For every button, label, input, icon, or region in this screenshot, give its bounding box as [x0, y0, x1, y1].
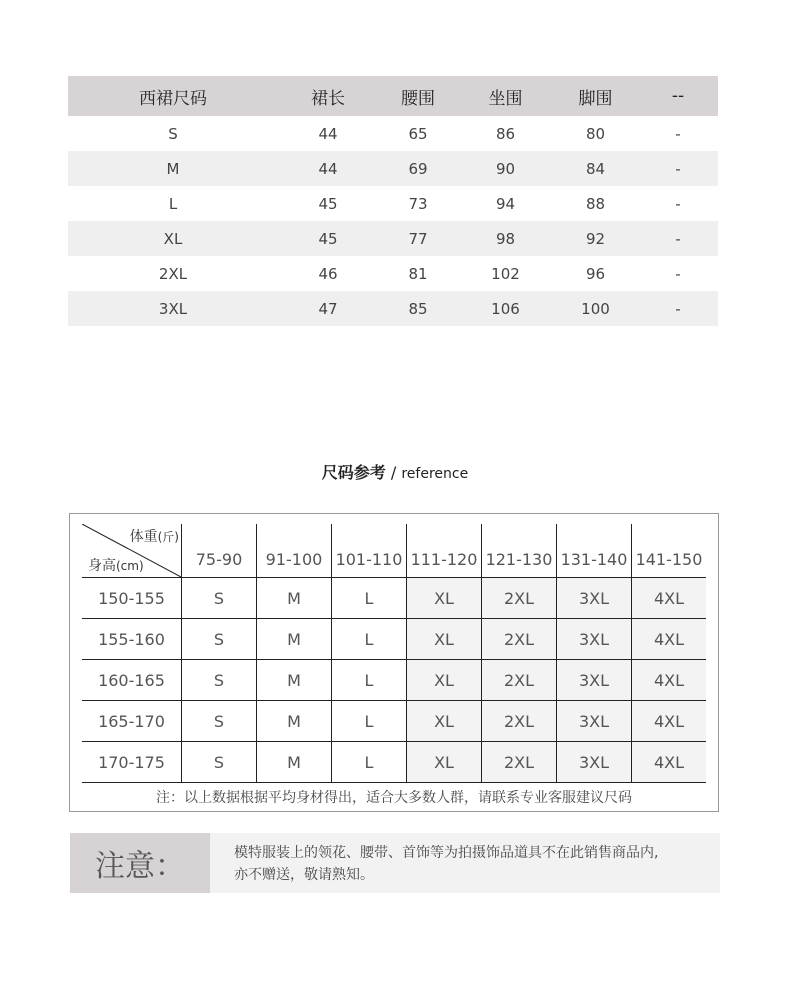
- size-cell: S: [181, 660, 256, 700]
- size-cell: M: [256, 660, 331, 700]
- table-cell: 65: [408, 124, 428, 143]
- notice-text: [210, 833, 658, 893]
- skirt-size-table: [68, 76, 718, 326]
- table-cell: 90: [495, 159, 516, 178]
- size-cell: 4XL: [631, 660, 706, 700]
- table-cell: L: [168, 194, 178, 213]
- reference-title-en: reference: [401, 466, 469, 482]
- table-cell: 85: [408, 299, 428, 318]
- table-cell: 80: [585, 124, 606, 143]
- size-cell: 3XL: [556, 660, 631, 700]
- table-cell: 47: [318, 299, 338, 318]
- size-reference-table: [82, 524, 706, 783]
- size-cell: L: [331, 578, 406, 618]
- table-cell: -: [675, 229, 681, 248]
- table-cell: 77: [408, 229, 428, 248]
- table-cell: 44: [318, 124, 338, 143]
- reference-row: [82, 660, 706, 701]
- reference-title-sep: /: [385, 463, 402, 482]
- size-cell: L: [331, 701, 406, 741]
- table-cell: XL: [163, 229, 183, 248]
- size-cell: 3XL: [556, 578, 631, 618]
- size-cell: M: [256, 578, 331, 618]
- header-cell: 西裙尺码: [139, 88, 207, 109]
- size-cell: M: [256, 742, 331, 782]
- size-cell: 2XL: [481, 619, 556, 659]
- size-reference-box: [69, 513, 719, 812]
- table-cell: 73: [408, 194, 428, 213]
- size-cell: 3XL: [556, 742, 631, 782]
- size-cell: XL: [406, 619, 481, 659]
- size-cell: S: [181, 578, 256, 618]
- height-range: 165-170: [98, 711, 165, 731]
- height-range: 150-155: [98, 588, 165, 608]
- table-cell: 88: [585, 194, 606, 213]
- table-cell: -: [675, 299, 681, 318]
- size-cell: S: [181, 701, 256, 741]
- height-range: 155-160: [98, 629, 165, 649]
- table-row: [68, 221, 718, 256]
- notice-line-2: 亦不赠送，敬请熟知。: [234, 867, 374, 883]
- size-cell: 2XL: [481, 701, 556, 741]
- weight-range-header: 141-150: [631, 524, 706, 577]
- table-cell: 84: [585, 159, 606, 178]
- table-cell: 98: [495, 229, 516, 248]
- weight-range-header: 121-130: [481, 524, 556, 577]
- reference-note: 注：以上数据根据平均身材得出，适合大多数人群，请联系专业客服建议尺码: [156, 790, 632, 806]
- size-cell: L: [331, 660, 406, 700]
- header-cell: 脚围: [578, 88, 613, 109]
- table-cell: 46: [318, 264, 338, 283]
- table-cell: -: [675, 194, 681, 213]
- size-cell: 4XL: [631, 578, 706, 618]
- table-cell: 45: [318, 194, 338, 213]
- reference-row: [82, 701, 706, 742]
- table-cell: 45: [318, 229, 338, 248]
- table-cell: 100: [581, 299, 610, 318]
- table-cell: -: [675, 159, 681, 178]
- table-cell: 94: [495, 194, 516, 213]
- weight-range-header: 75-90: [181, 524, 256, 577]
- weight-range-header: 91-100: [256, 524, 331, 577]
- reference-row: [82, 578, 706, 619]
- table-cell: 102: [491, 264, 520, 283]
- reference-row: [82, 619, 706, 660]
- table-cell: 69: [408, 159, 428, 178]
- table-cell: M: [166, 159, 180, 178]
- table-row: [68, 256, 718, 291]
- notice-line-1: 模特服装上的领花、腰带、首饰等为拍摄饰品道具不在此销售商品内,: [234, 845, 659, 861]
- height-range: 170-175: [98, 752, 165, 772]
- size-cell: 4XL: [631, 619, 706, 659]
- size-cell: M: [256, 619, 331, 659]
- size-cell: XL: [406, 742, 481, 782]
- table-cell: 3XL: [158, 299, 188, 318]
- table-row: [68, 291, 718, 326]
- header-cell: 腰围: [401, 88, 435, 109]
- header-cell: 裙长: [311, 88, 345, 109]
- size-cell: 3XL: [556, 701, 631, 741]
- table-cell: 86: [495, 124, 516, 143]
- notice-panel: [70, 833, 720, 893]
- header-cell: --: [671, 86, 685, 106]
- size-cell: L: [331, 742, 406, 782]
- table-cell: 92: [585, 229, 606, 248]
- size-cell: 4XL: [631, 701, 706, 741]
- size-cell: L: [331, 619, 406, 659]
- reference-row: [82, 742, 706, 783]
- weight-label: 体重(斤): [129, 529, 179, 545]
- size-cell: 2XL: [481, 742, 556, 782]
- size-cell: M: [256, 701, 331, 741]
- size-cell: S: [181, 619, 256, 659]
- skirt-table-header: [68, 76, 718, 116]
- table-cell: S: [168, 124, 178, 143]
- corner-cell: [82, 524, 181, 577]
- reference-header-row: [82, 524, 706, 578]
- height-label: 身高(cm): [88, 558, 144, 574]
- size-cell: XL: [406, 660, 481, 700]
- table-cell: 96: [585, 264, 606, 283]
- notice-label: 注意：: [70, 833, 210, 893]
- size-cell: S: [181, 742, 256, 782]
- size-cell: XL: [406, 701, 481, 741]
- table-cell: 81: [408, 264, 428, 283]
- table-cell: 106: [491, 299, 520, 318]
- size-cell: 3XL: [556, 619, 631, 659]
- table-cell: -: [675, 264, 681, 283]
- table-cell: 44: [318, 159, 338, 178]
- size-cell: 2XL: [481, 660, 556, 700]
- header-cell: 坐围: [488, 88, 523, 109]
- height-range: 160-165: [98, 670, 165, 690]
- weight-range-header: 131-140: [556, 524, 631, 577]
- table-row: [68, 151, 718, 186]
- table-row: [68, 186, 718, 221]
- size-cell: 2XL: [481, 578, 556, 618]
- size-cell: XL: [406, 578, 481, 618]
- reference-title-cn: 尺码参考: [321, 463, 386, 482]
- table-cell: -: [675, 124, 681, 143]
- table-row: [68, 116, 718, 151]
- table-cell: 2XL: [158, 264, 188, 283]
- reference-title: [0, 460, 790, 483]
- size-cell: 4XL: [631, 742, 706, 782]
- weight-range-header: 111-120: [406, 524, 481, 577]
- weight-range-header: 101-110: [331, 524, 406, 577]
